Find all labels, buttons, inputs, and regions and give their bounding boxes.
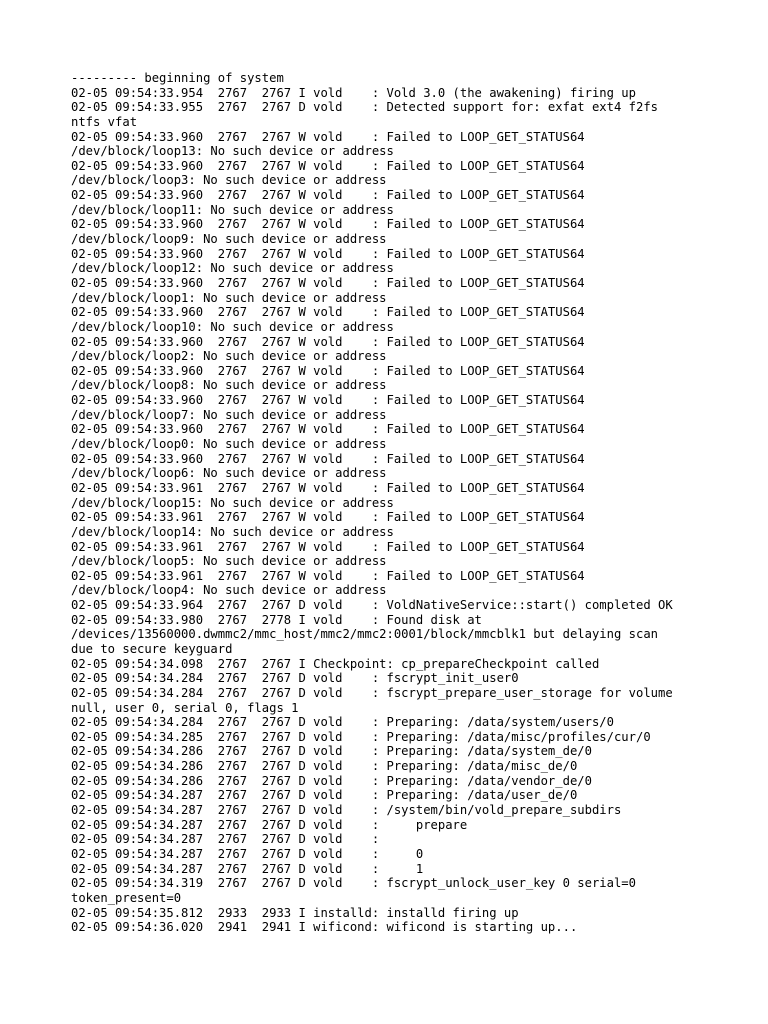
log-line: /dev/block/loop8: No such device or address — [71, 378, 387, 393]
log-line: /dev/block/loop3: No such device or address — [71, 173, 387, 188]
log-line: 02-05 09:54:33.960 2767 2767 W vold : Failed to LOOP_GET_STATUS64 — [71, 363, 585, 378]
log-line: /dev/block/loop2: No such device or address — [71, 349, 387, 364]
log-line: 02-05 09:54:34.098 2767 2767 I Checkpoint: cp_prepareCheckpoint called — [71, 656, 600, 671]
log-line: /dev/block/loop0: No such device or address — [71, 437, 387, 452]
log-line: /dev/block/loop12: No such device or address — [71, 261, 394, 276]
log-line: 02-05 09:54:34.287 2767 2767 D vold : 1 — [71, 861, 424, 876]
log-line: 02-05 09:54:34.286 2767 2767 D vold : Preparing: /data/system_de/0 — [71, 744, 592, 759]
log-line: 02-05 09:54:35.812 2933 2933 I installd: installd firing up — [71, 905, 519, 920]
log-line: 02-05 09:54:34.287 2767 2767 D vold : — [71, 832, 380, 847]
log-line: /devices/13560000.dwmmc2/mmc_host/mmc2/mmc2:0001/block/mmcblk1 but delaying scan — [71, 627, 658, 642]
log-line: /dev/block/loop14: No such device or address — [71, 524, 394, 539]
log-line: /dev/block/loop5: No such device or address — [71, 554, 387, 569]
log-line: /dev/block/loop4: No such device or address — [71, 583, 387, 598]
log-line: /dev/block/loop15: No such device or address — [71, 495, 394, 510]
log-line: 02-05 09:54:33.955 2767 2767 D vold : Detected support for: exfat ext4 f2fs — [71, 100, 658, 115]
log-line: /dev/block/loop13: No such device or address — [71, 144, 394, 159]
log-line: 02-05 09:54:34.286 2767 2767 D vold : Preparing: /data/vendor_de/0 — [71, 773, 592, 788]
log-line: 02-05 09:54:33.960 2767 2767 W vold : Failed to LOOP_GET_STATUS64 — [71, 334, 585, 349]
log-line: 02-05 09:54:33.960 2767 2767 W vold : Failed to LOOP_GET_STATUS64 — [71, 246, 585, 261]
log-line: 02-05 09:54:33.961 2767 2767 W vold : Failed to LOOP_GET_STATUS64 — [71, 510, 585, 525]
log-line: 02-05 09:54:33.960 2767 2767 W vold : Failed to LOOP_GET_STATUS64 — [71, 188, 585, 203]
log-line: 02-05 09:54:33.960 2767 2767 W vold : Failed to LOOP_GET_STATUS64 — [71, 275, 585, 290]
log-line: 02-05 09:54:33.960 2767 2767 W vold : Failed to LOOP_GET_STATUS64 — [71, 217, 585, 232]
log-line: 02-05 09:54:34.319 2767 2767 D vold : fscrypt_unlock_user_key 0 serial=0 — [71, 876, 636, 891]
log-line: 02-05 09:54:33.961 2767 2767 W vold : Failed to LOOP_GET_STATUS64 — [71, 539, 585, 554]
log-line: 02-05 09:54:33.960 2767 2767 W vold : Failed to LOOP_GET_STATUS64 — [71, 451, 585, 466]
log-line: 02-05 09:54:33.960 2767 2767 W vold : Failed to LOOP_GET_STATUS64 — [71, 393, 585, 408]
log-line: 02-05 09:54:33.960 2767 2767 W vold : Failed to LOOP_GET_STATUS64 — [71, 129, 585, 144]
log-line: /dev/block/loop7: No such device or address — [71, 407, 387, 422]
log-line: /dev/block/loop11: No such device or address — [71, 202, 394, 217]
log-line: 02-05 09:54:33.960 2767 2767 W vold : Failed to LOOP_GET_STATUS64 — [71, 422, 585, 437]
log-line: 02-05 09:54:34.287 2767 2767 D vold : 0 — [71, 846, 424, 861]
log-line: 02-05 09:54:33.954 2767 2767 I vold : Vold 3.0 (the awakening) firing up — [71, 85, 636, 100]
log-line: /dev/block/loop10: No such device or address — [71, 319, 394, 334]
log-line: /dev/block/loop6: No such device or address — [71, 466, 387, 481]
log-line: 02-05 09:54:33.961 2767 2767 W vold : Failed to LOOP_GET_STATUS64 — [71, 568, 585, 583]
log-line: 02-05 09:54:34.285 2767 2767 D vold : Preparing: /data/misc/profiles/cur/0 — [71, 729, 651, 744]
log-line: 02-05 09:54:34.287 2767 2767 D vold : prepare — [71, 817, 468, 832]
log-output — [71, 71, 768, 935]
log-line: /dev/block/loop9: No such device or address — [71, 232, 387, 247]
log-line: /dev/block/loop1: No such device or address — [71, 290, 387, 305]
log-line: 02-05 09:54:33.961 2767 2767 W vold : Failed to LOOP_GET_STATUS64 — [71, 480, 585, 495]
log-line: 02-05 09:54:34.287 2767 2767 D vold : Preparing: /data/user_de/0 — [71, 788, 578, 803]
log-line: ntfs vfat — [71, 114, 138, 129]
log-line: due to secure keyguard — [71, 641, 233, 656]
log-line: 02-05 09:54:34.284 2767 2767 D vold : fscrypt_init_user0 — [71, 671, 519, 686]
log-line: 02-05 09:54:34.284 2767 2767 D vold : fscrypt_prepare_user_storage for volume — [71, 685, 673, 700]
log-line: 02-05 09:54:34.284 2767 2767 D vold : Preparing: /data/system/users/0 — [71, 715, 614, 730]
log-line: 02-05 09:54:34.286 2767 2767 D vold : Preparing: /data/misc_de/0 — [71, 759, 578, 774]
log-line: 02-05 09:54:33.964 2767 2767 D vold : VoldNativeService::start() completed OK — [71, 598, 673, 613]
log-line: 02-05 09:54:33.960 2767 2767 W vold : Failed to LOOP_GET_STATUS64 — [71, 305, 585, 320]
log-line: token_present=0 — [71, 890, 182, 905]
log-line: 02-05 09:54:33.960 2767 2767 W vold : Failed to LOOP_GET_STATUS64 — [71, 158, 585, 173]
log-line: 02-05 09:54:36.020 2941 2941 I wificond: wificond is starting up... — [71, 920, 578, 935]
log-line: --------- beginning of system — [71, 71, 284, 85]
log-line: 02-05 09:54:34.287 2767 2767 D vold : /system/bin/vold_prepare_subdirs — [71, 803, 622, 818]
log-line: 02-05 09:54:33.980 2767 2778 I vold : Found disk at — [71, 612, 482, 627]
log-line: null, user 0, serial 0, flags 1 — [71, 700, 299, 715]
